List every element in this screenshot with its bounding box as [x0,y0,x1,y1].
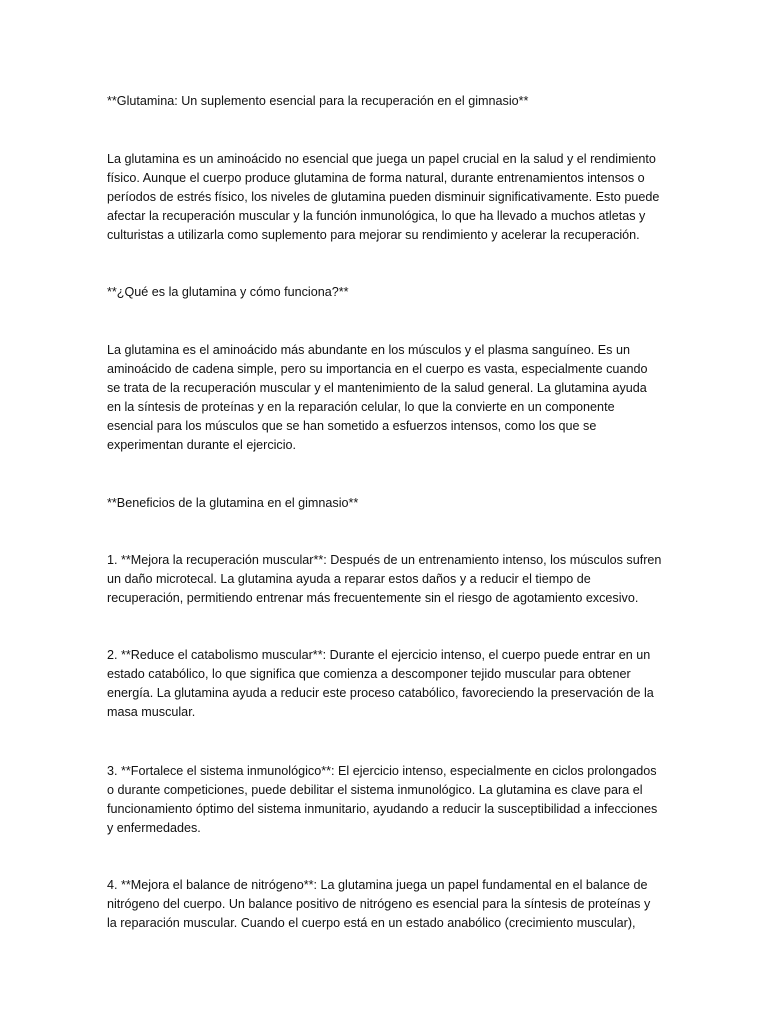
section-heading-what-is: **¿Qué es la glutamina y cómo funciona?** [107,285,349,299]
document-title: **Glutamina: Un suplemento esencial para la recuperación en el gimnasio** [107,94,529,108]
benefit-item-1: 1. **Mejora la recuperación muscular**: Después de un entrenamiento intenso, los músculos sufren un daño microtecal. La glutamina ayuda a reparar estos daños y a reducir el tiempo de recuperación, permitiendo entrenar más frecuentemente sin el riesgo de agotamiento excesivo. [107,553,662,605]
benefit-item-2: 2. **Reduce el catabolismo muscular**: Durante el ejercicio intenso, el cuerpo puede entrar en un estado catabólico, lo que significa que comienza a descomponer tejido muscular para obtener energía. La glutamina ayuda a reducir este proceso catabólico, favoreciendo la preservación de la masa muscular. [107,648,654,719]
section-heading-benefits: **Beneficios de la glutamina en el gimnasio** [107,496,359,510]
benefit-item-3: 3. **Fortalece el sistema inmunológico**: El ejercicio intenso, especialmente en ciclos prolongados o durante competiciones, puede debilitar el sistema inmunológico. La glutamina es clave para el funcionamiento óptimo del sistema inmunitario, ayudando a reducir la susceptibilidad a infecciones y enfermedades. [107,764,658,835]
intro-paragraph: La glutamina es un aminoácido no esencial que juega un papel crucial en la salud y el rendimiento físico. Aunque el cuerpo produce glutamina de forma natural, durante entrenamientos intensos o períodos de estrés físico, los niveles de glutamina pueden disminuir significativamente. Esto puede afectar la recuperación muscular y la función inmunológica, lo que ha llevado a muchos atletas y culturistas a utilizarla como suplemento para mejorar su rendimiento y acelerar la recuperación. [107,152,660,242]
section-paragraph-what-is: La glutamina es el aminoácido más abundante en los músculos y el plasma sanguíneo. Es un aminoácido de cadena simple, pero su importancia en el cuerpo es vasta, especialmente cuando se trata de la recuperación muscular y el mantenimiento de la salud general. La glutamina ayuda en la síntesis de proteínas y en la reparación celular, lo que la convierte en un componente esencial para los músculos que se han sometido a esfuerzos intensos, como los que se experimentan durante el ejercicio. [107,343,648,452]
benefit-item-4: 4. **Mejora el balance de nitrógeno**: La glutamina juega un papel fundamental en el balance de nitrógeno del cuerpo. Un balance positivo de nitrógeno es esencial para la síntesis de proteínas y la reparación muscular. Cuando el cuerpo está en un estado anabólico (crecimiento muscular), [107,878,651,930]
